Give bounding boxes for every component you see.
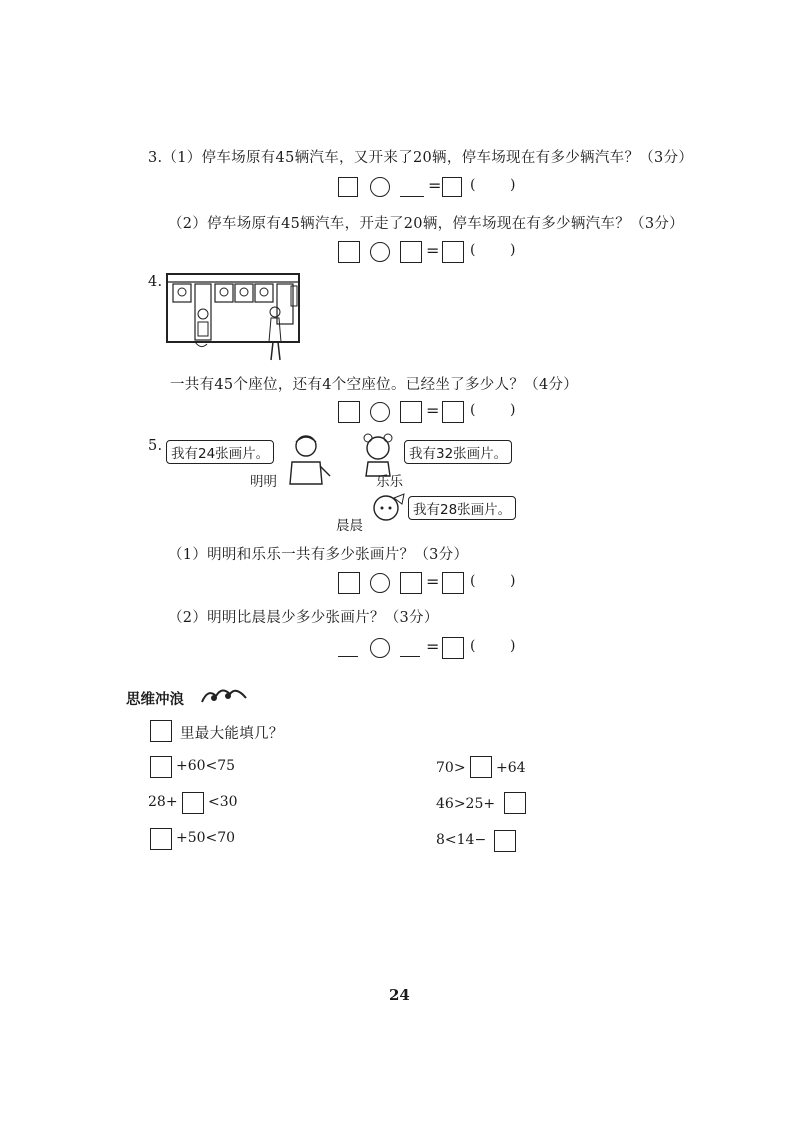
- answer-blank[interactable]: [400, 196, 424, 197]
- mingming-figure: [282, 432, 332, 490]
- inequality-text: <30: [208, 794, 238, 810]
- equals-sign: =: [426, 637, 440, 656]
- right-paren: ): [510, 638, 516, 654]
- name-chenchen: 晨晨: [336, 518, 363, 534]
- left-paren: (: [470, 573, 476, 589]
- equals-sign: =: [426, 401, 440, 420]
- equals-sign: =: [428, 176, 442, 195]
- inequality-text: +60<75: [176, 758, 236, 774]
- result-box[interactable]: [442, 177, 462, 197]
- wave-icon: [200, 684, 248, 706]
- answer-blank[interactable]: [400, 656, 420, 657]
- q5-number: 5.: [148, 438, 163, 454]
- answer-box[interactable]: [338, 401, 360, 423]
- answer-box[interactable]: [150, 828, 172, 850]
- q3-part1-text: 3.（1）停车场原有45辆汽车，又开来了20辆，停车场现在有多少辆汽车？（3分）: [148, 150, 694, 166]
- answer-box[interactable]: [504, 792, 526, 814]
- name-mingming: 明明: [250, 474, 277, 490]
- operator-circle[interactable]: [370, 638, 390, 658]
- section-title: 思维冲浪: [126, 692, 184, 708]
- equals-sign: =: [426, 572, 440, 591]
- result-box[interactable]: [442, 572, 464, 594]
- inequality-text: +50<70: [176, 830, 236, 846]
- right-paren: ): [510, 402, 516, 418]
- left-paren: (: [470, 242, 476, 258]
- prompt-box: [150, 720, 172, 742]
- q5-part1-text: （1）明明和乐乐一共有多少张画片？（3分）: [168, 547, 469, 563]
- left-paren: (: [470, 402, 476, 418]
- answer-box[interactable]: [470, 756, 492, 778]
- left-paren: (: [470, 638, 476, 654]
- answer-box[interactable]: [150, 756, 172, 778]
- left-paren: (: [470, 177, 476, 193]
- operator-circle[interactable]: [370, 573, 390, 593]
- inequality-text: 28+: [148, 794, 178, 810]
- equals-sign: =: [426, 241, 440, 260]
- operator-circle[interactable]: [370, 402, 390, 422]
- q4-number: 4.: [148, 274, 163, 290]
- inequality-text: +64: [496, 760, 526, 776]
- inequality-text: 8<14−: [436, 832, 487, 848]
- q3-part2-text: （2）停车场原有45辆汽车，开走了20辆，停车场现在有多少辆汽车？（3分）: [168, 216, 684, 232]
- right-paren: ): [510, 573, 516, 589]
- result-box[interactable]: [442, 241, 464, 263]
- answer-box[interactable]: [182, 792, 204, 814]
- operator-circle[interactable]: [370, 242, 390, 262]
- right-paren: ): [510, 177, 516, 193]
- answer-box[interactable]: [400, 572, 422, 594]
- chenchen-figure: [364, 492, 408, 528]
- inequality-text: 70>: [436, 760, 466, 776]
- answer-box[interactable]: [400, 241, 422, 263]
- answer-box[interactable]: [338, 177, 358, 197]
- speech-bubble-chenchen: 我有28张画片。: [408, 496, 516, 520]
- answer-box[interactable]: [494, 830, 516, 852]
- speech-bubble-mingming: 我有24张画片。: [166, 440, 274, 464]
- speech-bubble-lele: 我有32张画片。: [404, 440, 512, 464]
- answer-box[interactable]: [338, 572, 360, 594]
- answer-box[interactable]: [400, 401, 422, 423]
- result-box[interactable]: [442, 637, 464, 659]
- q4-text: 一共有45个座位，还有4个空座位。已经坐了多少人？（4分）: [170, 377, 579, 393]
- answer-blank[interactable]: [338, 656, 358, 657]
- name-lele: 乐乐: [376, 474, 403, 490]
- q5-part2-text: （2）明明比晨晨少多少张画片？（3分）: [168, 610, 439, 626]
- operator-circle[interactable]: [370, 177, 390, 197]
- right-paren: ): [510, 242, 516, 258]
- bus-illustration: [165, 272, 305, 364]
- inequality-text: 46>25+: [436, 796, 496, 812]
- result-box[interactable]: [442, 401, 464, 423]
- answer-box[interactable]: [338, 241, 360, 263]
- page-number: 24: [389, 986, 410, 1004]
- challenge-prompt: 里最大能填几？: [180, 726, 284, 742]
